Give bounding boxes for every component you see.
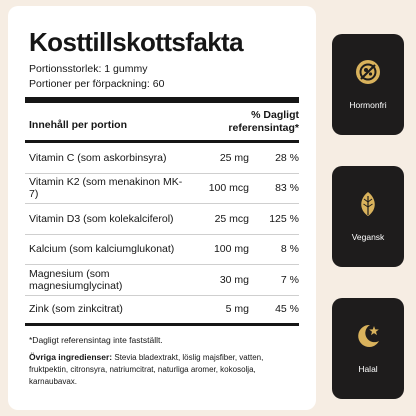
nutrient-percent: 45 % bbox=[275, 303, 299, 316]
nutrient-row bbox=[25, 235, 299, 266]
nutrient-row bbox=[25, 174, 299, 205]
other-ingredients-text: Stevia bladextrakt, löslig majsfiber, vatten, fruktpektin, citronsyra, natriumcitrat, naturliga aromer, kokosolja, karnaubavax. bbox=[29, 353, 264, 386]
header-daily-line2: referensintag* bbox=[228, 122, 299, 134]
badge-hormone-free bbox=[332, 34, 404, 135]
nutrient-amount: 30 mg bbox=[219, 273, 249, 286]
nutrient-amount: 100 mcg bbox=[208, 182, 249, 195]
badge-label: Vegansk bbox=[351, 232, 385, 242]
nutrient-percent: 83 % bbox=[275, 182, 299, 195]
header-daily-reference bbox=[228, 109, 299, 135]
no-hormone-icon bbox=[354, 58, 382, 86]
nutrient-row bbox=[25, 265, 299, 296]
nutrient-name: Vitamin K2 (som menakinon MK-7) bbox=[29, 176, 183, 201]
nutrient-name: Vitamin D3 (som kolekalciferol) bbox=[29, 212, 174, 225]
nutrient-percent: 8 % bbox=[280, 243, 299, 256]
table-header bbox=[25, 103, 299, 143]
footnote: *Dagligt referensintag inte fastställt. bbox=[29, 335, 163, 345]
other-ingredients-label: Övriga ingredienser: bbox=[29, 352, 113, 362]
nutrient-amount: 5 mg bbox=[225, 303, 249, 316]
serving-size: Portionsstorlek: 1 gummy bbox=[29, 63, 148, 75]
header-amount-per-serving: Innehåll per portion bbox=[29, 119, 128, 131]
nutrient-amount: 100 mg bbox=[213, 243, 249, 256]
nutrient-row bbox=[25, 296, 299, 327]
nutrient-name: Kalcium (som kalciumglukonat) bbox=[29, 243, 175, 256]
header-daily-line1: % Dagligt bbox=[251, 109, 299, 121]
crescent-star-icon bbox=[354, 322, 382, 350]
facts-title: Kosttillskottsfakta bbox=[29, 27, 243, 57]
nutrient-percent: 7 % bbox=[280, 273, 299, 286]
nutrient-amount: 25 mg bbox=[219, 151, 249, 164]
nutrient-percent: 125 % bbox=[269, 212, 299, 225]
badge-label: Hormonfri bbox=[349, 100, 387, 110]
nutrient-row bbox=[25, 204, 299, 235]
badge-vegan bbox=[332, 166, 404, 267]
servings-per-pack: Portioner per förpackning: 60 bbox=[29, 78, 165, 90]
leaf-icon bbox=[354, 190, 382, 218]
nutrient-name: Magnesium (som magnesiumglycinat) bbox=[29, 267, 123, 292]
nutrient-amount: 25 mcg bbox=[214, 212, 249, 225]
badge-label: Halal bbox=[358, 364, 378, 374]
nutrient-name: Vitamin C (som askorbinsyra) bbox=[29, 151, 167, 164]
nutrient-name: Zink (som zinkcitrat) bbox=[29, 303, 123, 316]
nutrient-row bbox=[25, 143, 299, 174]
supplement-facts-panel bbox=[8, 6, 316, 410]
badge-halal bbox=[332, 298, 404, 399]
other-ingredients bbox=[29, 351, 299, 388]
nutrient-percent: 28 % bbox=[275, 151, 299, 164]
